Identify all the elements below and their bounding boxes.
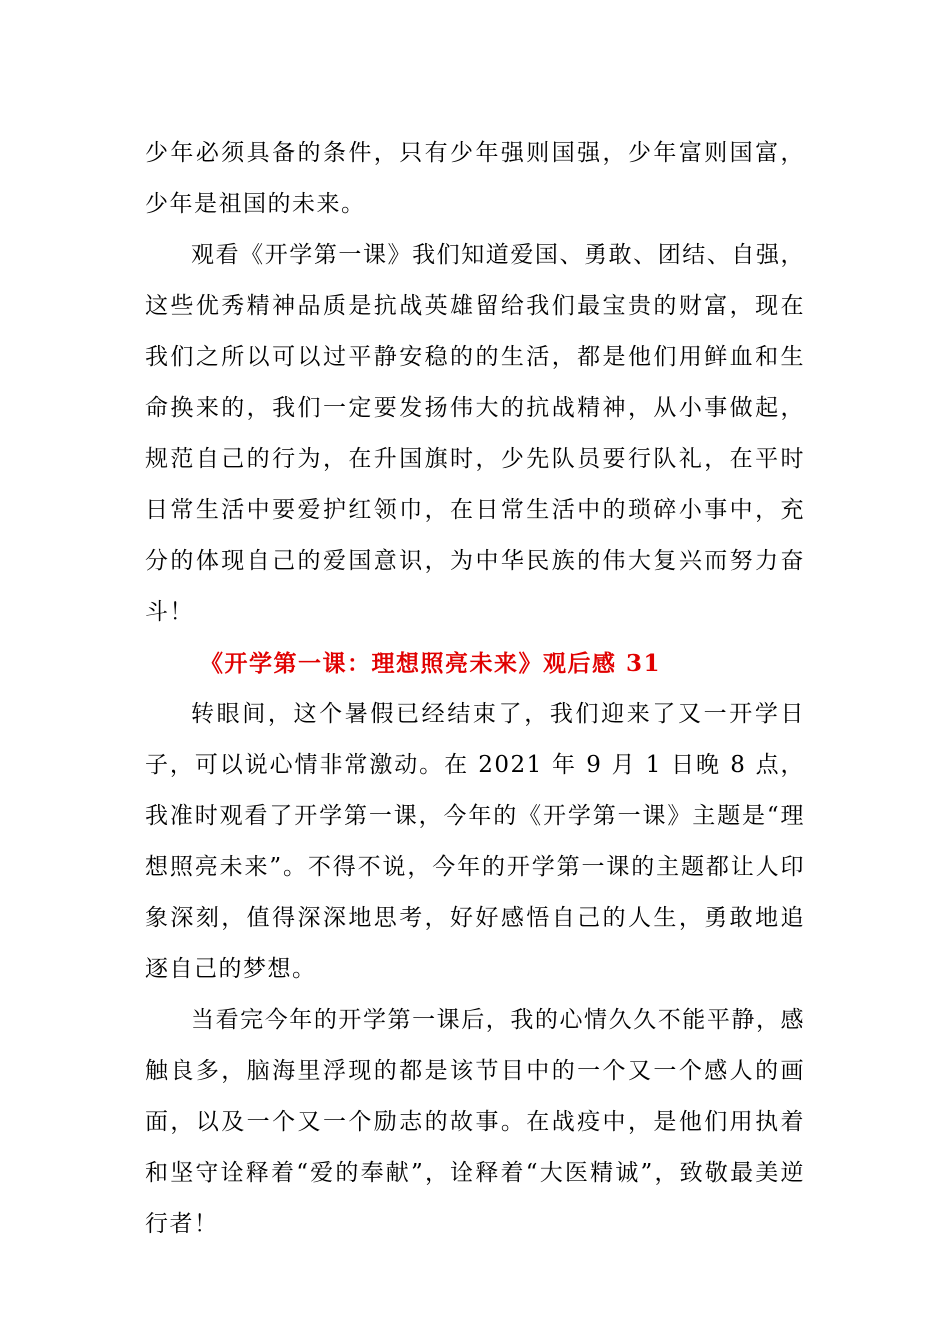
section-heading: 《开学第一课：理想照亮未来》观后感 31	[200, 650, 662, 677]
paragraph-continuation: 少年必须具备的条件，只有少年强则国强，少年富则国富，少年是祖国的未来。	[145, 140, 805, 217]
paragraph-reflection: 当看完今年的开学第一课后，我的心情久久不能平静，感触良多，脑海里浮现的都是该节目中的一个又一个感人的画面，以及一个又一个励志的故事。在战疫中，是他们用执着和坚守诠释着“爱的奉献”，诠释着“大医精诚”，致敬最美逆行者！	[145, 1007, 805, 1237]
document-body	[145, 128, 805, 1250]
paragraph-patriotism: 观看《开学第一课》我们知道爱国、勇敢、团结、自强，这些优秀精神品质是抗战英雄留给我们最宝贵的财富，现在我们之所以可以过平静安稳的的生活，都是他们用鲜血和生命换来的，我们一定要发扬伟大的抗战精神，从小事做起，规范自己的行为，在升国旗时，少先队员要行队礼，在平时日常生活中要爱护红领巾，在日常生活中的琐碎小事中，充分的体现自己的爱国意识，为中华民族的伟大复兴而努力奋斗！	[145, 242, 805, 625]
paragraph-summer-end: 转眼间，这个暑假已经结束了，我们迎来了又一开学日子，可以说心情非常激动。在 2021 年 9 月 1 日晚 8 点，我准时观看了开学第一课，今年的《开学第一课》主题是“理想照亮未来”。不得不说，今年的开学第一课的主题都让人印象深刻，值得深深地思考，好好感悟自己的人生，勇敢地追逐自己的梦想。	[145, 701, 805, 982]
